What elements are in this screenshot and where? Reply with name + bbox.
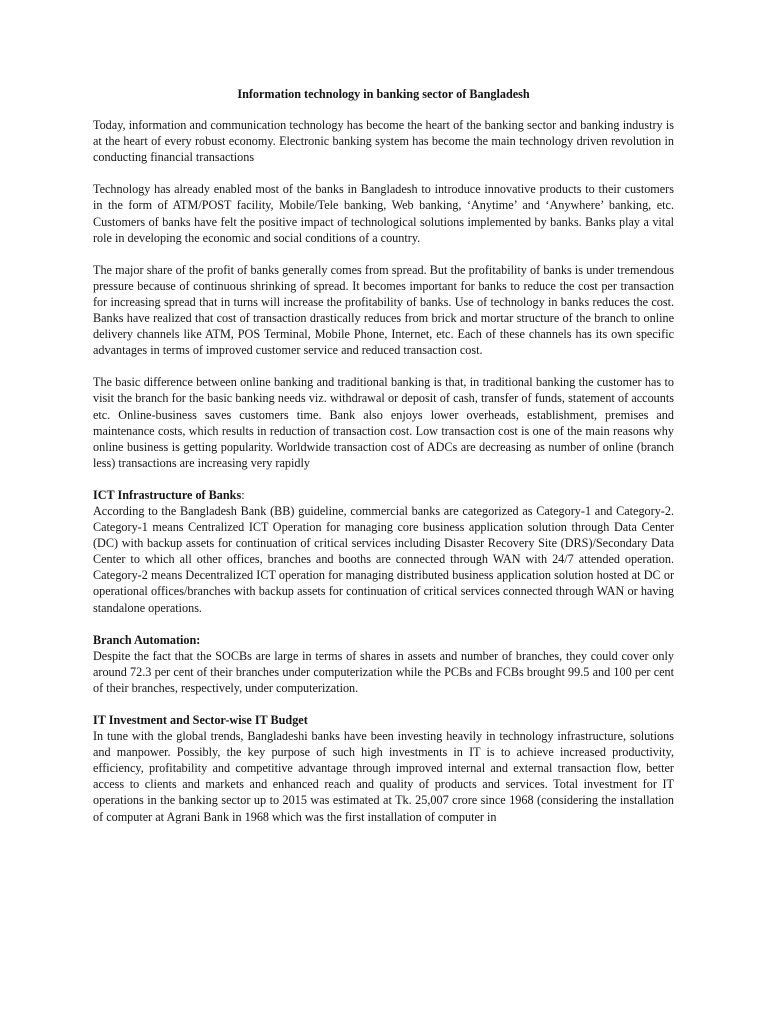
document-title: Information technology in banking sector of Bangladesh: [237, 87, 530, 101]
section-body: Despite the fact that the SOCBs are large in terms of shares in assets and number of branches, they could cover only around 72.3 per cent of their branches under computerization while the PCBs and FCBs brought 99.5 and 100 per cent of their branches, respectively, under computerization.: [93, 648, 674, 695]
section-branch-automation: [93, 632, 674, 696]
paragraph-intro: Today, information and communication technology has become the heart of the banking sector and banking industry is at the heart of every robust economy. Electronic banking system has become the main technology driven revolution in conducting financial transactions: [93, 118, 674, 165]
document-content: [93, 86, 674, 841]
paragraph-technology: Technology has already enabled most of the banks in Bangladesh to introduce innovative products to their customers in the form of ATM/POST facility, Mobile/Tele banking, Web banking, ‘Anytime’ and ‘Anywhere’ banking, etc. Customers of banks have felt the positive impact of technological solutions implemented by banks. Banks play a vital role in developing the economic and social conditions of a country.: [93, 182, 674, 245]
section-heading: [93, 487, 674, 503]
section-body: In tune with the global trends, Bangladeshi banks have been investing heavily in technology infrastructure, solutions and manpower. Possibly, the key purpose of such high investments in IT is to achieve increased productivity, efficiency, profitability and competitive advantage through improved internal and external transaction flow, better access to clients and markets and enhanced reach and quality of products and services. Total investment for IT operations in the banking sector up to 2015 was estimated at Tk. 25,007 crore since 1968 (considering the installation of computer at Agrani Bank in 1968 which was the first installation of computer in: [93, 729, 674, 824]
section-ict-infrastructure: [93, 487, 674, 616]
section-body: According to the Bangladesh Bank (BB) guideline, commercial banks are categorized as Category-1 and Category-2. Category-1 means Centralized ICT Operation for managing core business application solution through Data Center (DC) with backup assets for continuation of critical services including Disaster Recovery Site (DRS)/Secondary Data Center to which all other offices, branches and booths are connected through WAN with 24/7 attended operation. Category-2 means Decentralized ICT operation for managing distributed business application solution hosted at DC or operational offices/branches with backup assets for continuation of critical services connected through WAN or having standalone operations.: [93, 503, 674, 615]
section-heading-text: ICT Infrastructure of Banks: [93, 487, 242, 502]
section-heading: Branch Automation:: [93, 632, 201, 647]
paragraph-profitability: The major share of the profit of banks generally comes from spread. But the profitability of banks is under tremendous pressure because of continuous shrinking of spread. It becomes important for banks to reduce the cost per transaction for increasing spread that in turns will increase the profitability of banks. Use of technology in banks reduces the cost. Banks have realized that cost of transaction drastically reduces from brick and mortar structure of the branch to online delivery channels like ATM, POS Terminal, Mobile Phone, Internet, etc. Each of these channels has its own specific advantages in terms of improved customer service and reduced transaction cost.: [93, 262, 674, 358]
section-heading-colon: :: [241, 487, 245, 502]
paragraph-online-vs-traditional: The basic difference between online banking and traditional banking is that, in traditional banking the customer has to visit the branch for the basic banking needs viz. withdrawal or deposit of cash, transfer of funds, statement of accounts etc. Online-business saves customers time. Bank also enjoys lower overheads, establishment, premises and maintenance costs, which results in reduction of transaction cost. Low transaction cost is one of the main reasons why online business is getting popularity. Worldwide transaction cost of ADCs are decreasing as number of online (branch less) transactions are increasing very rapidly: [93, 375, 674, 470]
section-it-investment: [93, 712, 674, 825]
section-heading: IT Investment and Sector-wise IT Budget: [93, 713, 308, 727]
